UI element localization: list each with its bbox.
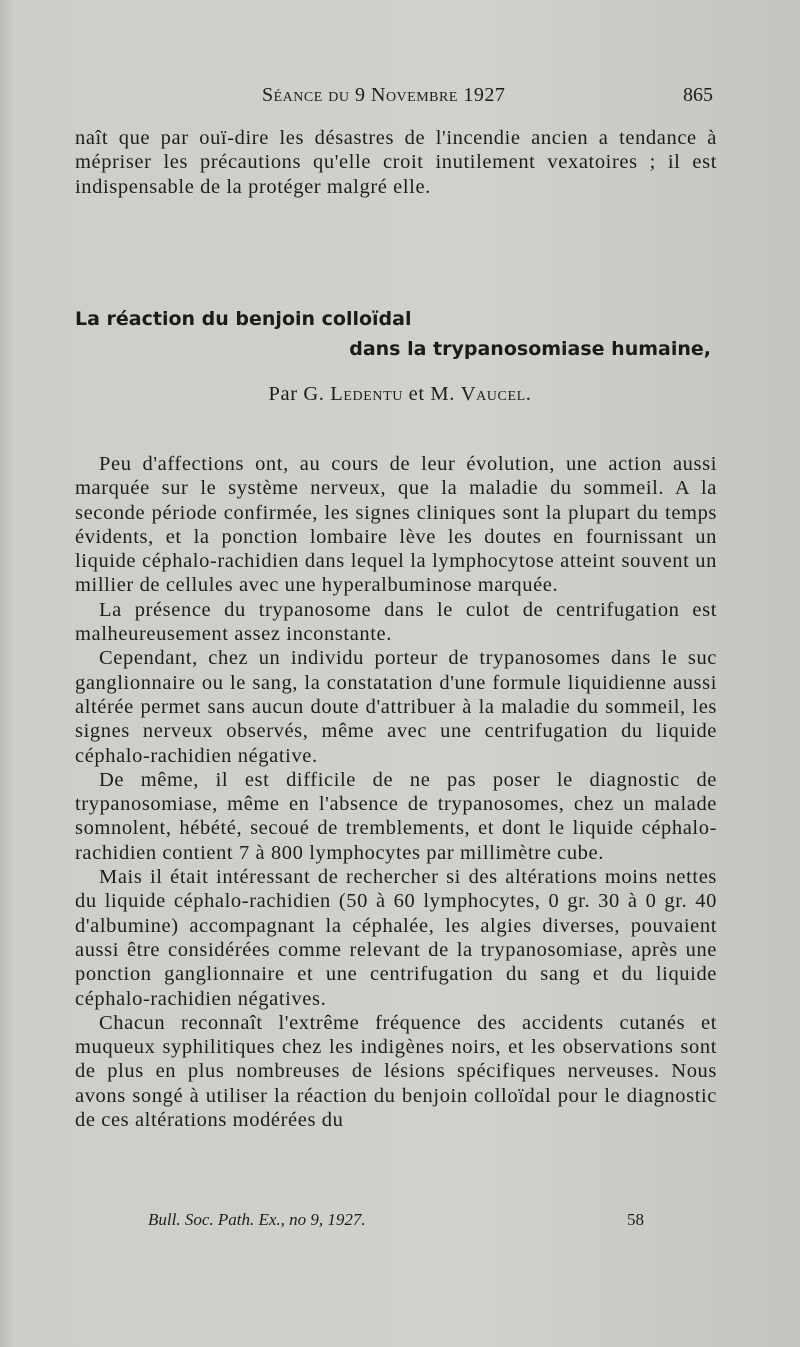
authors-prefix: Par G. [268,383,331,405]
continuation-text [75,126,717,199]
body-paragraph-5: Mais il était intéressant de rechercher si des altérations moins nettes du liquide céphalo-rachidien (50 à 60 lymphocytes, 0 gr. 30 à 0 gr. 40 d'albumine) accompagnant la céphalée, les algies diverses, pouvaient aussi être considérées comme relevant de la trypanosomiase, après une ponction ganglionnaire et une centrifugation du sang et du liquide céphalo-rachidien négatives. [75,866,717,1010]
body-paragraph-4: De même, il est difficile de ne pas poser le diagnostic de trypanosomiase, même en l'absence de trypanosomes, chez un malade somnolent, hébété, secoué de tremblements, et dont le liquide céphalo-rachidien contient 7 à 800 lymphocytes par millimètre cube. [75,768,717,864]
continuation-paragraph: naît que par ouï-dire les désastres de l'incendie ancien a tendance à mépriser les précautions qu'elle croit inutilement vexatoires ; il est indispensable de la protéger malgré elle. [75,127,717,198]
page-header [0,84,800,112]
article-authors [0,383,800,406]
running-head: Séance du 9 Novembre 1927 [262,84,506,106]
article-title [75,304,717,364]
author-vaucel: Vaucel. [460,383,532,405]
body-paragraph-2: La présence du trypanosome dans le culot de centrifugation est malheureusement assez inconstante. [75,598,717,646]
footer-signature: 58 [627,1210,644,1229]
body-paragraph-1: Peu d'affections ont, au cours de leur évolution, une action aussi marquée sur le système nerveux, que la maladie du sommeil. A la seconde période confirmée, les signes cliniques sont la plupart du temps évidents, et la ponction lombaire lève les doutes en fournissant un liquide céphalo-rachidien dans lequel la lymphocytose atteint souvent un millier de cellules avec une hyperalbuminose marquée. [75,453,717,597]
article-body [75,452,717,1132]
author-ledentu: Ledentu [330,383,403,405]
body-paragraph-6: Chacun reconnaît l'extrême fréquence des accidents cutanés et muqueux syphilitiques chez les indigènes noirs, et les observations sont de plus en plus nombreuses de lésions spécifiques nerveuses. Nous avons songé à utiliser la réaction du benjoin colloïdal pour le diagnostic de ces altérations modérées du [75,1011,717,1132]
authors-and: et M. [402,383,461,405]
footer-citation: Bull. Soc. Path. Ex., no 9, 1927. [148,1210,366,1229]
page-footer [0,1210,800,1236]
article-title-line-1: La réaction du benjoin colloïdal [75,308,412,330]
body-paragraph-3: Cependant, chez un individu porteur de trypanosomes dans le suc ganglionnaire ou le sang, la constatation d'une formule liquidienne aussi altérée permet sans aucun doute d'attribuer à la maladie du sommeil, les signes nerveux observés, même avec une centrifugation du liquide céphalo-rachidien négative. [75,647,717,767]
page-number: 865 [683,84,713,106]
article-title-line-2: dans la trypanosomiase humaine, [349,338,711,360]
